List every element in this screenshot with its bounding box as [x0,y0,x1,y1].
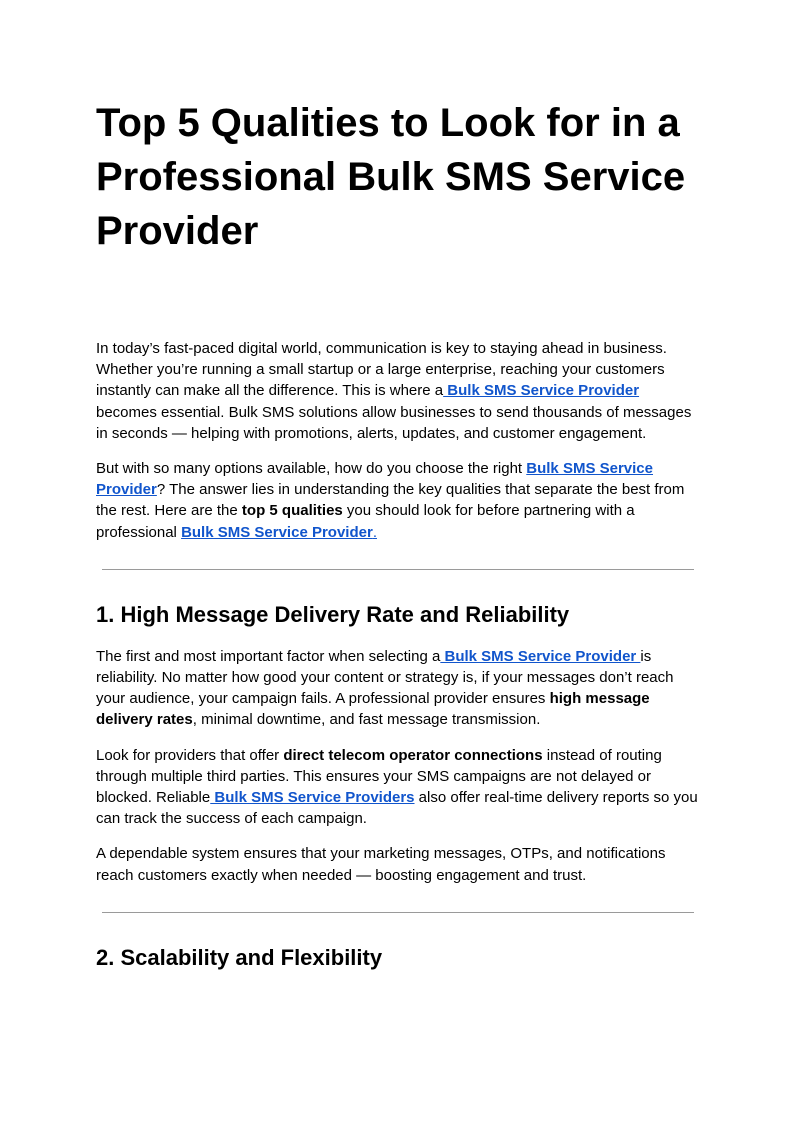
text-run: The first and most important factor when selecting a [96,647,441,665]
text-run: In today’s fast-paced digital world, communication is key to staying ahead in business. Whether you’re running a small startup or a large enterprise, reaching your customers instantly can make all the difference. This is where a [96,340,667,400]
bold-text: direct telecom operator connections [283,746,543,764]
intro-paragraph-1 [96,338,700,444]
section1-paragraph-1 [96,646,700,731]
bold-text: top 5 qualities [241,502,343,520]
bulk-sms-provider-link[interactable]: Bulk SMS Service Provider [96,460,653,499]
document-page [96,96,700,989]
intro-paragraph-2 [96,458,700,543]
bold-text: high message delivery rates [96,690,650,729]
text-run: Look for providers that offer [96,746,284,764]
text-run: ? The answer lies in understanding the key qualities that separate the best from the rest. Here are the [96,481,685,520]
section-heading-1: 1. High Message Delivery Rate and Reliability [96,601,570,627]
page-title: Top 5 Qualities to Look for in a Professional Bulk SMS Service Provider [96,101,686,253]
section-heading-2: 2. Scalability and Flexibility [96,944,383,970]
divider [102,912,694,913]
divider [102,569,694,570]
text-run: But with so many options available, how do you choose the right [96,460,527,478]
text-run: you should look for before partnering with a professional [96,502,635,541]
section1-paragraph-3: A dependable system ensures that your marketing messages, OTPs, and notifications reach customers exactly when needed — boosting engagement and trust. [96,845,666,884]
text-run: , minimal downtime, and fast message transmission. [192,711,541,729]
text-run: is reliability. No matter how good your content or strategy is, if your messages don’t reach your audience, your campaign fails. A professional provider ensures [96,647,674,708]
bulk-sms-provider-link[interactable]: Bulk SMS Service Provider [443,382,640,400]
text-run: becomes essential. Bulk SMS solutions allow businesses to send thousands of messages in seconds — helping with promotions, alerts, updates, and customer engagement. [96,403,692,442]
bulk-sms-provider-link[interactable]: Bulk SMS Service Provider [181,523,373,541]
bulk-sms-providers-link[interactable]: Bulk SMS Service Providers [210,789,415,807]
section1-paragraph-2 [96,745,700,830]
link-period[interactable]: . [372,523,377,541]
text-run: instead of routing through multiple third parties. This ensures your SMS campaigns are not delayed or blocked. Reliable [96,746,662,807]
intro-section [96,338,700,543]
bulk-sms-provider-link[interactable]: Bulk SMS Service Provider [440,647,641,665]
text-run: also offer real-time delivery reports so you can track the success of each campaign. [96,789,698,828]
